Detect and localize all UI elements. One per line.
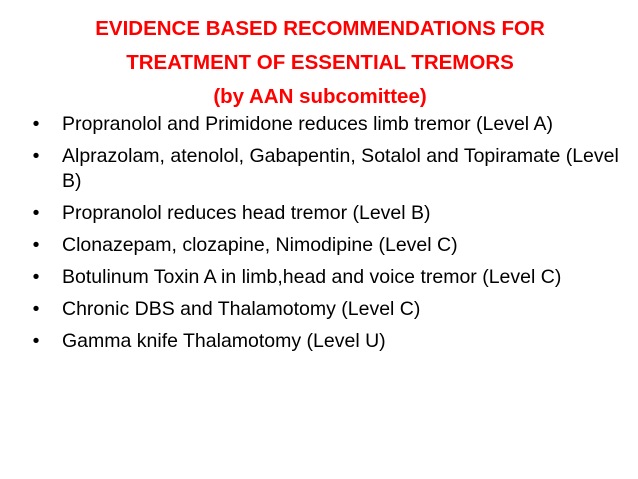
bullet-item [28,265,628,290]
bullet-icon: • [32,234,40,256]
bullet-text: Propranolol reduces head tremor (Level B) [62,202,431,224]
bullet-text: Chronic DBS and Thalamotomy (Level C) [62,298,421,320]
title-line-3: (by AAN subcomittee) [213,85,427,108]
bullet-icon: • [32,202,40,224]
bullet-item [28,297,628,322]
bullet-icon: • [32,266,40,288]
bullet-item [28,201,628,226]
slide-title [40,12,600,114]
bullet-item [28,144,628,194]
title-line-1: EVIDENCE BASED RECOMMENDATIONS FOR [95,17,545,40]
bullet-item [28,329,628,354]
title-line-2: TREATMENT OF ESSENTIAL TREMORS [126,51,514,74]
bullet-item [28,233,628,258]
bullet-icon: • [32,113,40,135]
bullet-text: Alprazolam, atenolol, Gabapentin, Sotalol and Topiramate (Level B) [62,145,619,192]
bullet-icon: • [32,145,40,167]
bullet-text: Propranolol and Primidone reduces limb tremor (Level A) [62,113,553,135]
bullet-text: Clonazepam, clozapine, Nimodipine (Level C) [62,234,458,256]
bullet-item [28,112,628,137]
bullet-icon: • [32,330,40,352]
bullet-icon: • [32,298,40,320]
bullet-list [28,112,628,361]
bullet-text: Gamma knife Thalamotomy (Level U) [62,330,386,352]
bullet-text: Botulinum Toxin A in limb,head and voice tremor (Level C) [62,266,562,288]
